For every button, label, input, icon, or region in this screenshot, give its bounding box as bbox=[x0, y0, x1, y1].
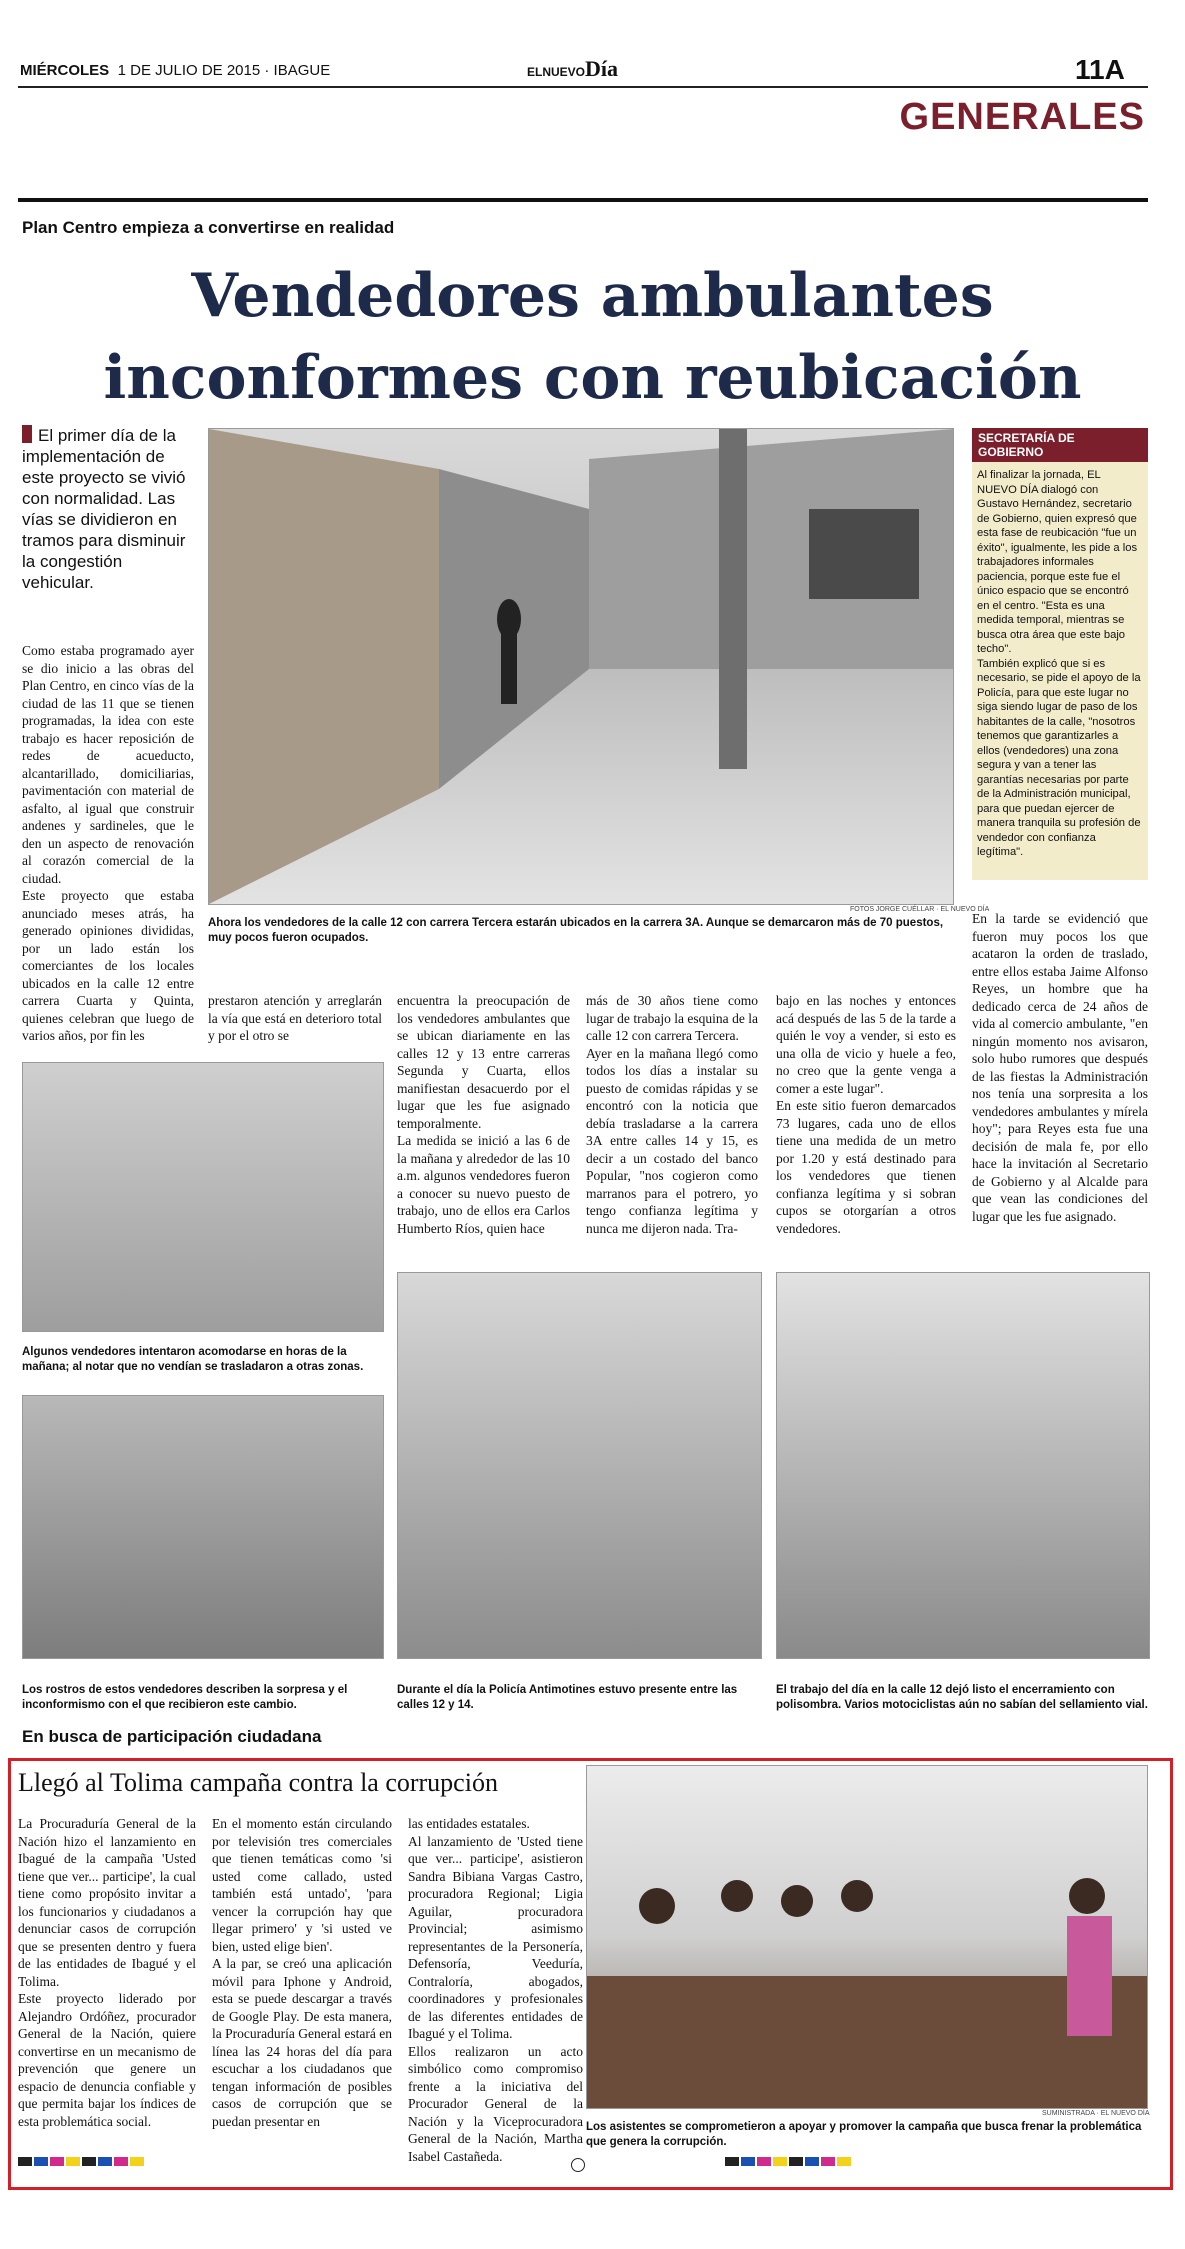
color-bar-right bbox=[725, 2153, 853, 2171]
faces-photo-caption: Los rostros de estos vendedores describen la sorpresa y el inconformismo con el que recibieron este cambio. bbox=[22, 1684, 348, 1711]
newspaper-logo bbox=[527, 56, 618, 82]
main-col-5: bajo en las noches y entonces acá después de las 5 de la tarde a quién le voy a vender, si esto es una olla de vicio y huele a feo, no creo que la gente venga a comer a este lugar". En este sitio fueron demarcados 73 lugares, cada uno de ellos tiene una medida de un metro por 1.20 y está destinado para los vendedores que tienen confianza legítima y si sobran cupos se otorgarían a otros vendedores. bbox=[776, 993, 956, 1236]
lead-text: El primer día de la implementación de este proyecto se vivió con normalidad. Las vías se dividieron en tramos para disminuir la congestión vehicular. bbox=[22, 426, 186, 592]
header-date-rest: 1 DE JULIO DE 2015 · IBAGUE bbox=[117, 62, 331, 79]
header-date: MIÉRCOLES bbox=[20, 62, 110, 79]
section-rule bbox=[18, 198, 1148, 202]
second-col-1: La Procuraduría General de la Nación hizo el lanzamiento en Ibagué de la campaña 'Usted tiene que ver... participe', la cual tiene como propósito invitar a los funcionarios y ciudadanos a denunciar casos de corrupción que se presenten dentro y fuera de las entidades de Ibagué y el Tolima. Este proyecto liderado por Alejandro Ordóñez, procurador General de la Nación, quiere convertirse en un mecanismo de prevención que genere un espacio de denuncia confiable y que permita bajar los índices de esta problemática social. bbox=[18, 1816, 196, 2129]
logo-nuevo: NUEVO bbox=[542, 65, 586, 79]
registration-mark-icon bbox=[571, 2158, 585, 2172]
faces-photo bbox=[22, 1395, 384, 1659]
main-headline bbox=[0, 255, 1185, 419]
section-title: GENERALES bbox=[899, 96, 1145, 138]
header-rule bbox=[18, 86, 1148, 88]
main-col-3: encuentra la preocupación de los vendedores ambulantes que se ubican diariamente en las calles 12 y 13 entre carreras Segunda y Cuarta, ellos manifiestan desacuerdo por el lugar que les fue asignado temporalmente. La medida se inició a las 6 de la mañana y alrededor de las 10 a.m. algunos vendedores fueron a conocer su nuevo puesto de trabajo, uno de ellos era Carlos Humberto Ríos, quien hace bbox=[397, 993, 570, 1236]
page-number: 11A bbox=[1075, 54, 1125, 85]
vendors-photo bbox=[22, 1062, 384, 1332]
main-col-1: Como estaba programado ayer se dio inicio a las obras del Plan Centro, en cinco vías de la ciudad de las 11 que se tienen programadas, la idea con este trabajo es hacer reposición de redes de acueducto, alcantarillado, domiciliarias, pavimentación con material de asfalto, al igual que construir andenes y sardineles, que le den un aspecto de renovación al corazón comercial de la ciudad. Este proyecto que estaba anunciado meses atrás, ha generado opiniones divididas, por un lado están los comerciantes de los locales ubicados en la calle 12 entre carrera Cuarta y Quinta, quienes celebran que luego de varios años, por fin les bbox=[22, 643, 194, 1043]
main-kicker: Plan Centro empieza a convertirse en realidad bbox=[22, 218, 395, 237]
campaign-photo-credit: SUMINISTRADA · EL NUEVO DÍA bbox=[1042, 2110, 1150, 2117]
campaign-photo bbox=[586, 1765, 1148, 2109]
second-headline: Llegó al Tolima campaña contra la corrupción bbox=[18, 1768, 498, 1797]
second-kicker: En busca de participación ciudadana bbox=[22, 1727, 322, 1746]
campaign-photo-caption: Los asistentes se comprometieron a apoyar y promover la campaña que busca frenar la problemática que genera la corrupción. bbox=[586, 2121, 1142, 2148]
second-col-3: las entidades estatales. Al lanzamiento de 'Usted tiene que ver... participe', asistieron Sandra Bibiana Vargas Castro, procuradora Regional; Ligia Aguilar, procuradora Provincial; asimismo representantes de la Personería, Defensoría, Veeduría, Contraloría, abogados, coordinadores y profesionales de las diferentes entidades de Ibagué y el Tolima. Ellos realizaron un acto simbólico como compromiso frente a la iniciativa del Procurador General de la Nación y la Viceprocuradora General de la Nación, Martha Isabel Castañeda. bbox=[408, 1816, 583, 2164]
main-col-2: prestaron atención y arreglarán la vía que está en deterioro total y por el otro se bbox=[208, 993, 382, 1043]
main-photo-credit: FOTOS JORGE CUÉLLAR · EL NUEVO DÍA bbox=[850, 906, 990, 913]
logo-el: EL bbox=[527, 65, 543, 79]
police-photo-caption: Durante el día la Policía Antimotines estuvo presente entre las calles 12 y 14. bbox=[397, 1684, 738, 1711]
headline-line-2: inconformes con reubicación bbox=[103, 343, 1082, 413]
main-col-6: En la tarde se evidenció que fueron muy pocos los que acataron la orden de traslado, entre ellos estaba Jaime Alfonso Reyes, un hombre que ha dedicado cerca de 24 años de vida al comercio ambulante, "en ningún momento nos avisaron, solo hubo rumores que después de las fiestas la Administración nos tenía una sorpresita a los vendedores ambulantes y mírela hoy"; para Reyes esta fue una decisión de mala fe, por ello hace la invitación al Secretario de Gobierno y al Alcalde para que vean las condiciones del lugar que les fue asignado. bbox=[972, 911, 1148, 1224]
second-col-2: En el momento están circulando por televisión tres comerciales que tienen temáticas como 'si usted come callado, usted también está untado', 'para vencer la corrupción hay que llegar primero' y 'si usted ve bien, usted elige bien'. A la par, se creó una aplicación móvil para Iphone y Android, esta se puede descargar a través de Google Play. De esta manera, la Procuraduría General estará en línea las 24 horas del día para escuchar a los ciudadanos que tengan información de posibles casos de corrupción que se puedan presentar en bbox=[212, 1816, 392, 2129]
main-photo bbox=[208, 428, 954, 905]
vendors-photo-caption: Algunos vendedores intentaron acomodarse en horas de la mañana; al notar que no vendían se trasladaron a otras zonas. bbox=[22, 1346, 364, 1373]
sidebar-box bbox=[972, 428, 1148, 880]
motorcycles-photo bbox=[776, 1272, 1150, 1659]
headline-line-1: Vendedores ambulantes bbox=[191, 261, 994, 331]
police-photo bbox=[397, 1272, 762, 1659]
sidebar-header: SECRETARÍA DE GOBIERNO bbox=[972, 428, 1148, 462]
meeting-room-illustration bbox=[587, 1766, 1147, 2108]
main-col-4: más de 30 años tiene como lugar de trabajo la esquina de la calle 12 con carrera Tercera. Ayer en la mañana llegó como todos los días a instalar su puesto de comidas rápidas y se encontró con la noticia que debía trasladarse a la carrera 3A entre calles 14 y 15, es decir a un costado del banco Popular, "nos cogieron como marranos para el potrero, yo tengo confianza legítima y nunca me dijeron nada. Tra- bbox=[586, 993, 758, 1236]
lead-marker bbox=[22, 425, 32, 443]
main-photo-caption: Ahora los vendedores de la calle 12 con carrera Tercera estarán ubicados en la carrera 3A. Aunque se demarcaron más de 70 puestos, muy pocos fueron ocupados. bbox=[208, 917, 944, 944]
sidebar-text: Al finalizar la jornada, EL NUEVO DÍA dialogó con Gustavo Hernández, secretario de Gobierno, quien expresó que esta fase de reubicación "fue un éxito", igualmente, les pide a los trabajadores informales paciencia, porque este fue el único espacio que se encontró en el centro. "Esta es una medida temporal, mientras se busca otra área que este bajo techo". También explicó que si es necesario, se pide el apoyo de la Policía, para que este lugar no siga siendo lugar de paso de los habitantes de la calle, "nosotros tenemos que garantizarles a ellos (vendedores) una zona segura y van a tener las garantías necesarias por parte de la Administración municipal, para que puedan ejercer de manera tranquila su profesión de vendedor con confianza legítima". bbox=[977, 469, 1141, 858]
motorcycles-photo-caption: El trabajo del día en la calle 12 dejó listo el encerramiento con polisombra. Varios motociclistas aún no sabían del sellamiento vial. bbox=[776, 1684, 1148, 1711]
color-bar-left bbox=[18, 2153, 146, 2171]
street-scene-illustration bbox=[209, 429, 953, 904]
logo-dia: Día bbox=[585, 56, 619, 81]
lead-paragraph bbox=[22, 425, 194, 593]
